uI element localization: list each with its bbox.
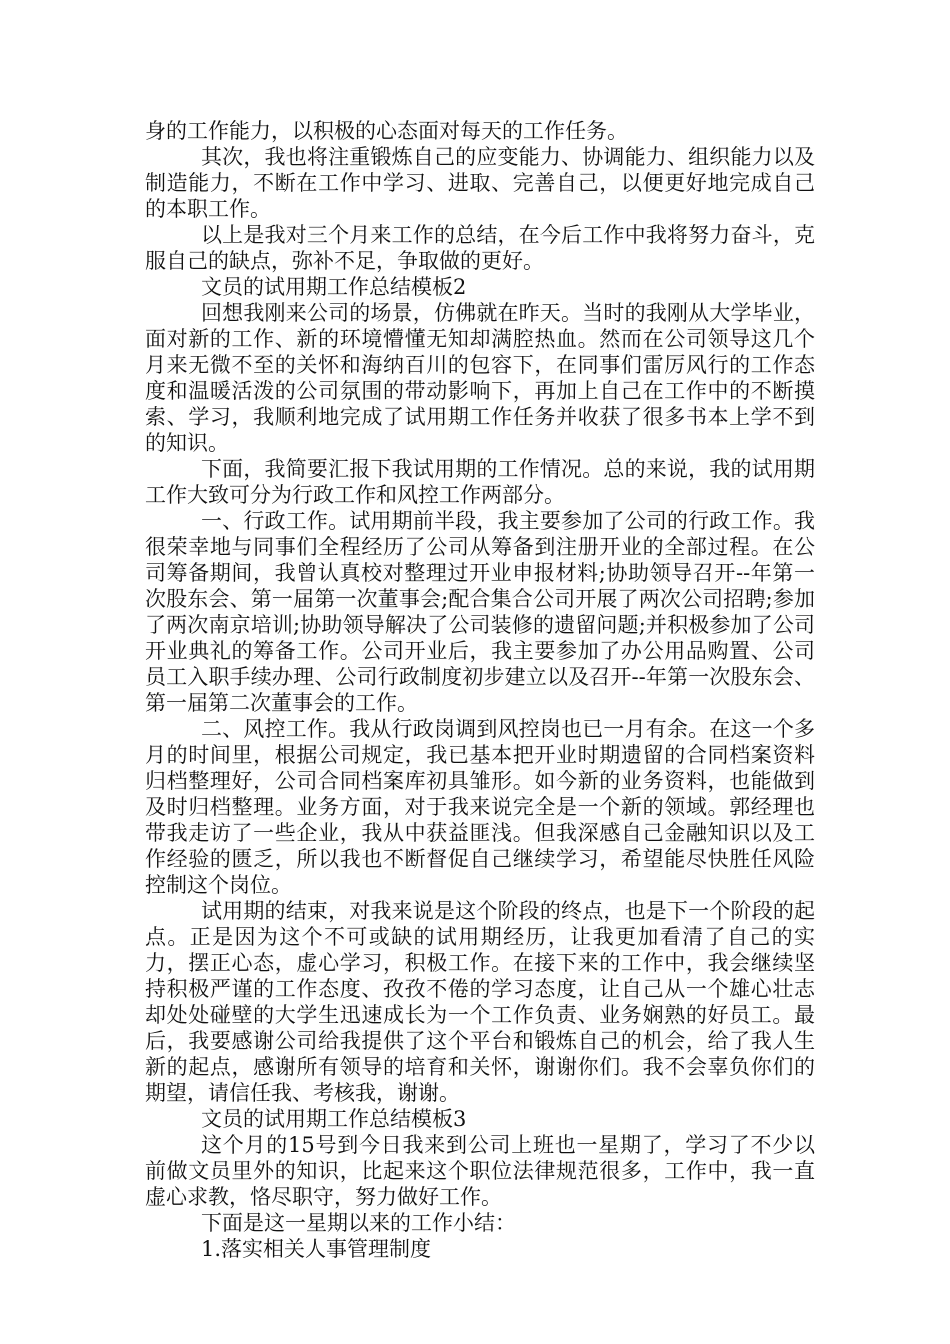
list-item-1: 1.落实相关人事管理制度 (201, 1237, 432, 1261)
paragraph-4: 回想我刚来公司的场景，仿佛就在昨天。当时的我刚从大学毕业，面对新的工作、新的环境懵懂无知却满腔热血。然而在公司领导这几个月来无微不至的关怀和海纳百川的包容下，在同事们雷厉风行的工作态度和温暖活泼的公司氛围的带动影响下，再加上自己在工作中的不断摸索、学习，我顺利地完成了试用期工作任务并收获了很多书本上学不到的知识。 (145, 301, 815, 455)
paragraph-5: 下面，我简要汇报下我试用期的工作情况。总的来说，我的试用期工作大致可分为行政工作和风控工作两部分。 (145, 457, 815, 507)
paragraph-6: 一、行政工作。试用期前半段，我主要参加了公司的行政工作。我很荣幸地与同事们全程经历了公司从筹备到注册开业的全部过程。在公司筹备期间，我曾认真校对整理过开业申报材料;协助领导召开--年第一次股东会、第一届第一次董事会;配合集合公司开展了两次公司招聘;参加了两次南京培训;协助领导解决了公司装修的遗留问题;并积极参加了公司开业典礼的筹备工作。公司开业后，我主要参加了办公用品购置、公司员工入职手续办理、公司行政制度初步建立以及召开--年第一次股东会、第一届第二次董事会的工作。 (145, 509, 815, 715)
paragraph-2: 其次，我也将注重锻炼自己的应变能力、协调能力、组织能力以及制造能力，不断在工作中学习、进取、完善自己，以便更好地完成自己的本职工作。 (145, 145, 815, 221)
paragraph-9: 这个月的15号到今日我来到公司上班也一星期了，学习了不少以前做文员里外的知识，比起来这个职位法律规范很多，工作中，我一直虚心求教，恪尽职守，努力做好工作。 (145, 1133, 815, 1209)
paragraph-10: 下面是这一星期以来的工作小结： (201, 1211, 516, 1235)
paragraph-1: 身的工作能力，以积极的心态面对每天的工作任务。 (145, 119, 628, 143)
paragraph-7: 二、风控工作。我从行政岗调到风控岗也已一月有余。在这一个多月的时间里，根据公司规定，我已基本把开业时期遗留的合同档案资料归档整理好，公司合同档案库初具雏形。如今新的业务资料，也能做到及时归档整理。业务方面，对于我来说完全是一个新的领域。郭经理也带我走访了一些企业，我从中获益匪浅。但我深感自己金融知识以及工作经验的匮乏，所以我也不断督促自己继续学习，希望能尽快胜任风险控制这个岗位。 (145, 717, 815, 897)
paragraph-3: 以上是我对三个月来工作的总结，在今后工作中我将努力奋斗，克服自己的缺点，弥补不足，争取做的更好。 (145, 223, 815, 273)
document-body (145, 118, 815, 1262)
section-heading-3: 文员的试用期工作总结模板3 (201, 1107, 467, 1131)
section-heading-2: 文员的试用期工作总结模板2 (201, 275, 467, 299)
paragraph-8: 试用期的结束，对我来说是这个阶段的终点，也是下一个阶段的起点。正是因为这个不可或缺的试用期经历，让我更加看清了自己的实力，摆正心态，虚心学习，积极工作。在接下来的工作中，我会继续坚持积极严谨的工作态度、孜孜不倦的学习态度，让自己从一个雄心壮志却处处碰壁的大学生迅速成长为一个工作负责、业务娴熟的好员工。最后，我要感谢公司给我提供了这个平台和锻炼自己的机会，给了我人生新的起点，感谢所有领导的培育和关怀，谢谢你们。我不会辜负你们的期望，请信任我、考核我，谢谢。 (145, 899, 815, 1105)
